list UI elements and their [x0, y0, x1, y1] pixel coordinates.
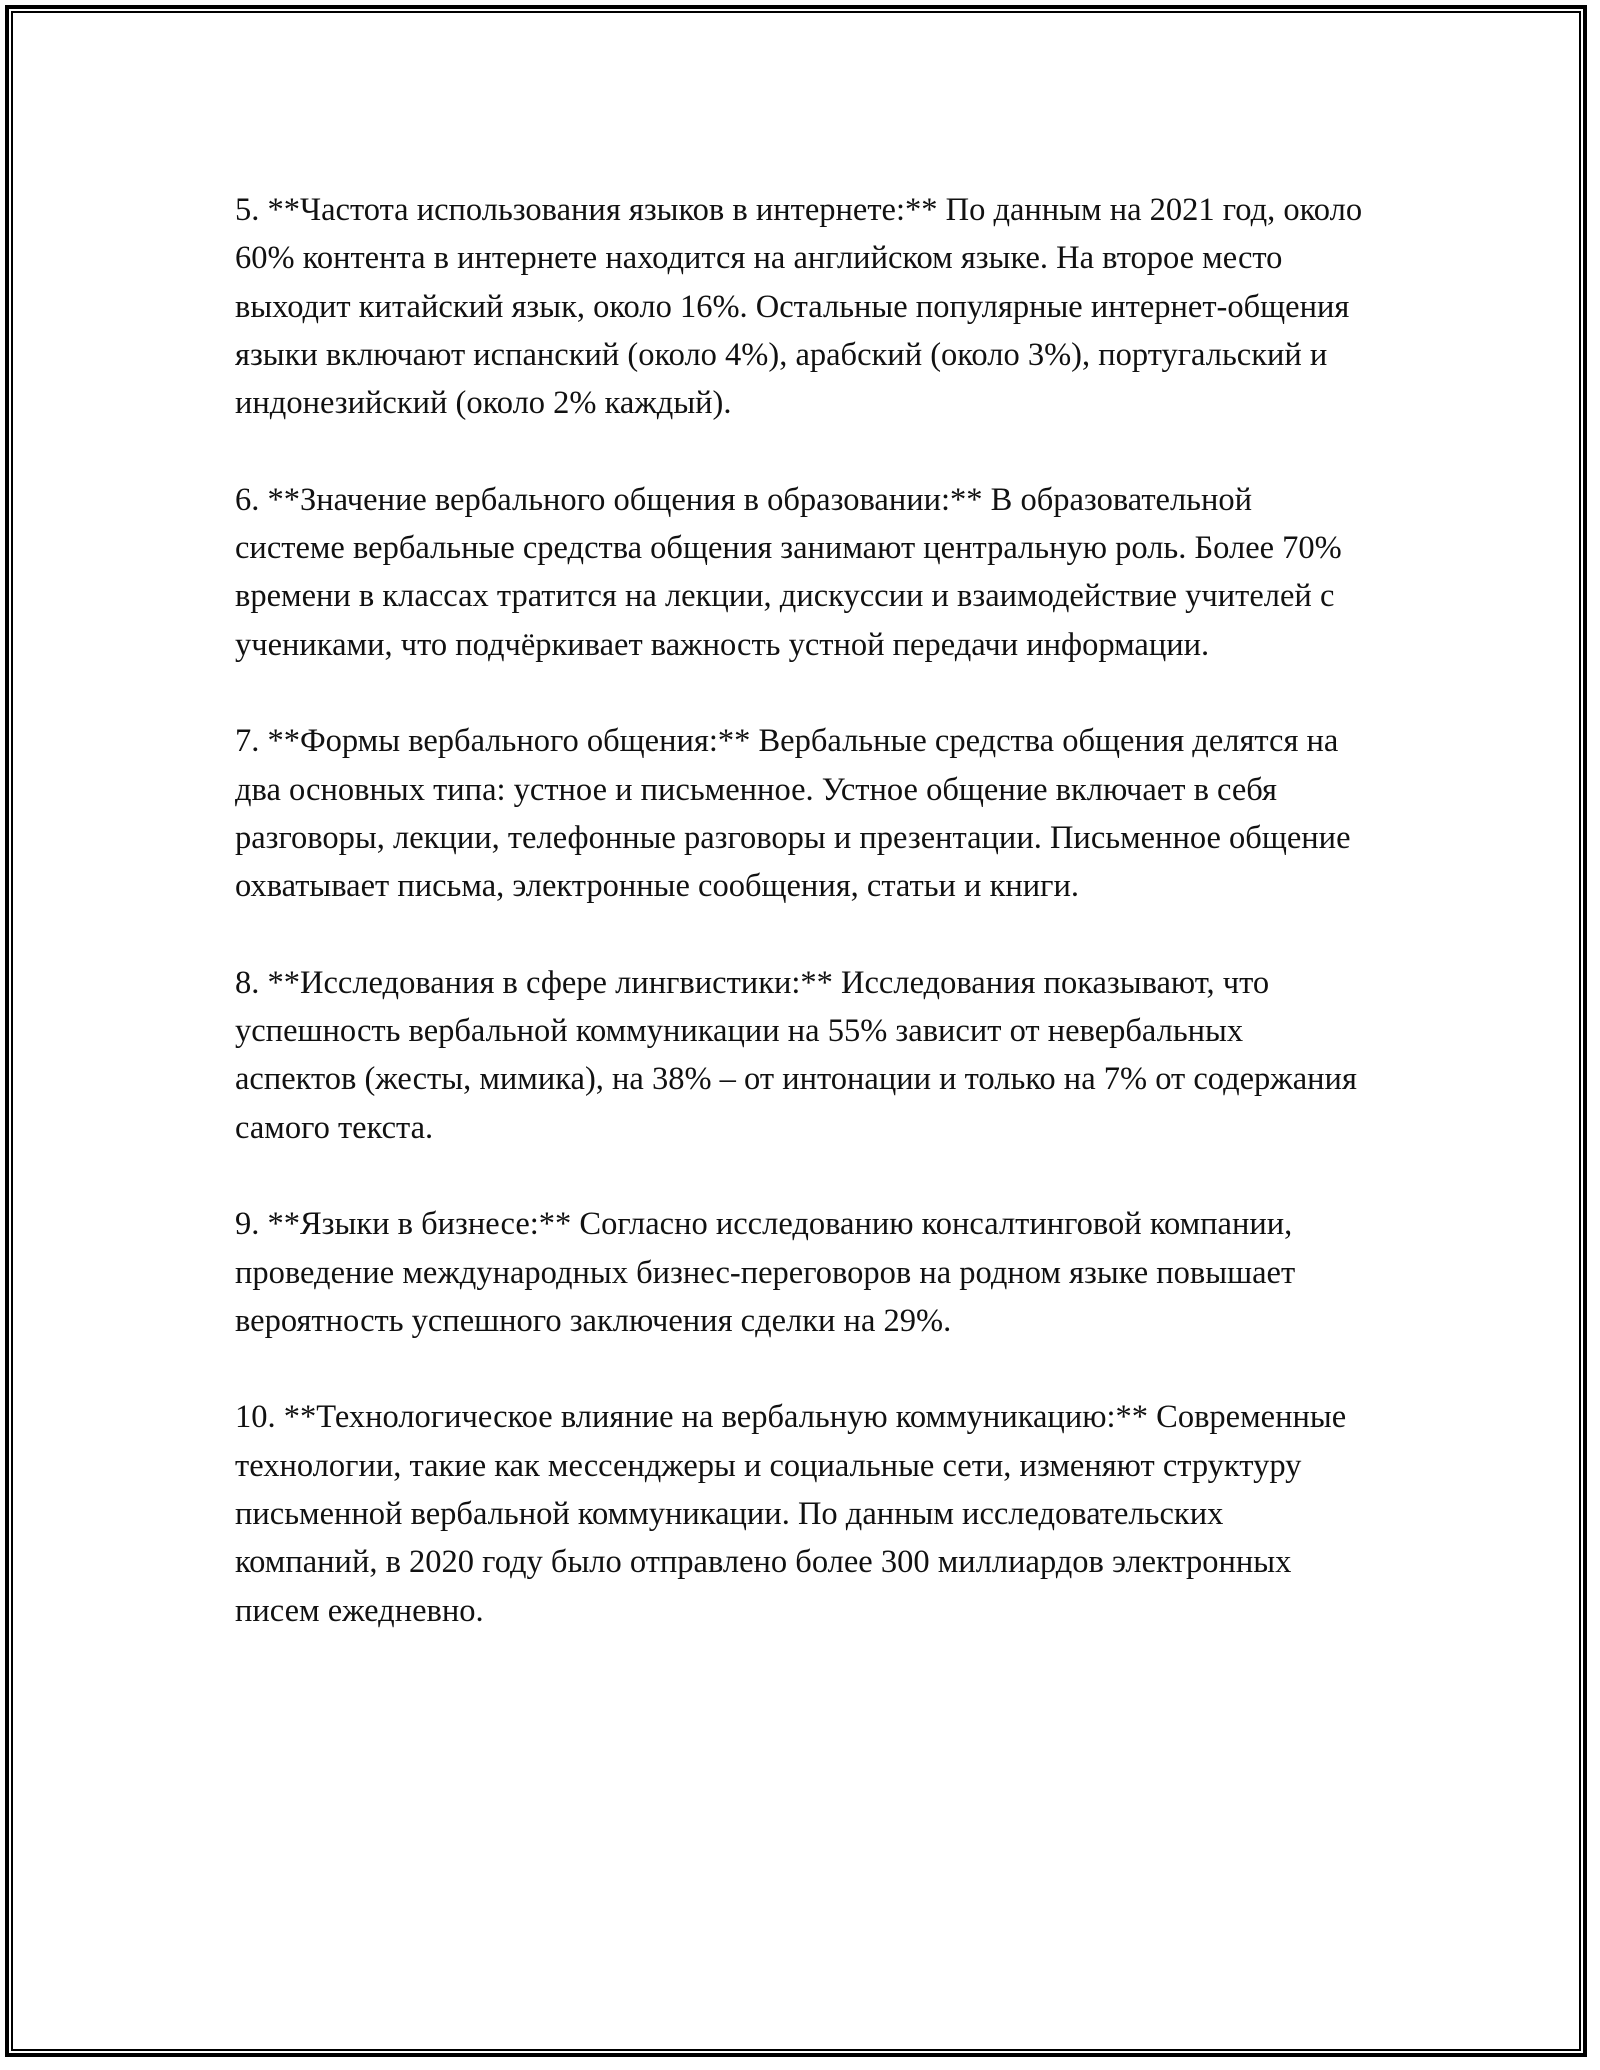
- paragraph-5: 5. **Частота использования языков в интернете:** По данным на 2021 год, около 60% контента в интернете находится на английском языке. На второе место выходит китайский язык, около 16%. Остальные популярные интернет-общения языки включают испанский (около 4%), арабский (около 3%), португальский и индонезийский (около 2% каждый).: [235, 192, 1363, 422]
- paragraph-7: 7. **Формы вербального общения:** Вербальные средства общения делятся на два основных типа: устное и письменное. Устное общение включает в себя разговоры, лекции, телефонные разговоры и презентации. Письменное общение охватывает письма, электронные сообщения, статьи и книги.: [235, 723, 1351, 905]
- document-body: [235, 186, 1365, 1683]
- paragraph-8: 8. **Исследования в сфере лингвистики:** Исследования показывают, что успешность вербальной коммуникации на 55% зависит от невербальных аспектов (жесты, мимика), на 38% – от интонации и только на 7% от содержания самого текста.: [235, 964, 1357, 1146]
- paragraph-10: 10. **Технологическое влияние на вербальную коммуникацию:** Современные технологии, такие как мессенджеры и социальные сети, изменяют структуру письменной вербальной коммуникации. По данным исследовательских компаний, в 2020 году было отправлено более 300 миллиардов электронных писем ежедневно.: [235, 1399, 1347, 1629]
- paragraph-6: 6. **Значение вербального общения в образовании:** В образовательной системе вербальные средства общения занимают центральную роль. Более 70% времени в классах тратится на лекции, дискуссии и взаимодействие учителей с учениками, что подчёркивает важность устной передачи информации.: [235, 481, 1342, 663]
- paragraph-9: 9. **Языки в бизнесе:** Согласно исследованию консалтинговой компании, проведение международных бизнес-переговоров на родном языке повышает вероятность успешного заключения сделки на 29%.: [235, 1206, 1296, 1339]
